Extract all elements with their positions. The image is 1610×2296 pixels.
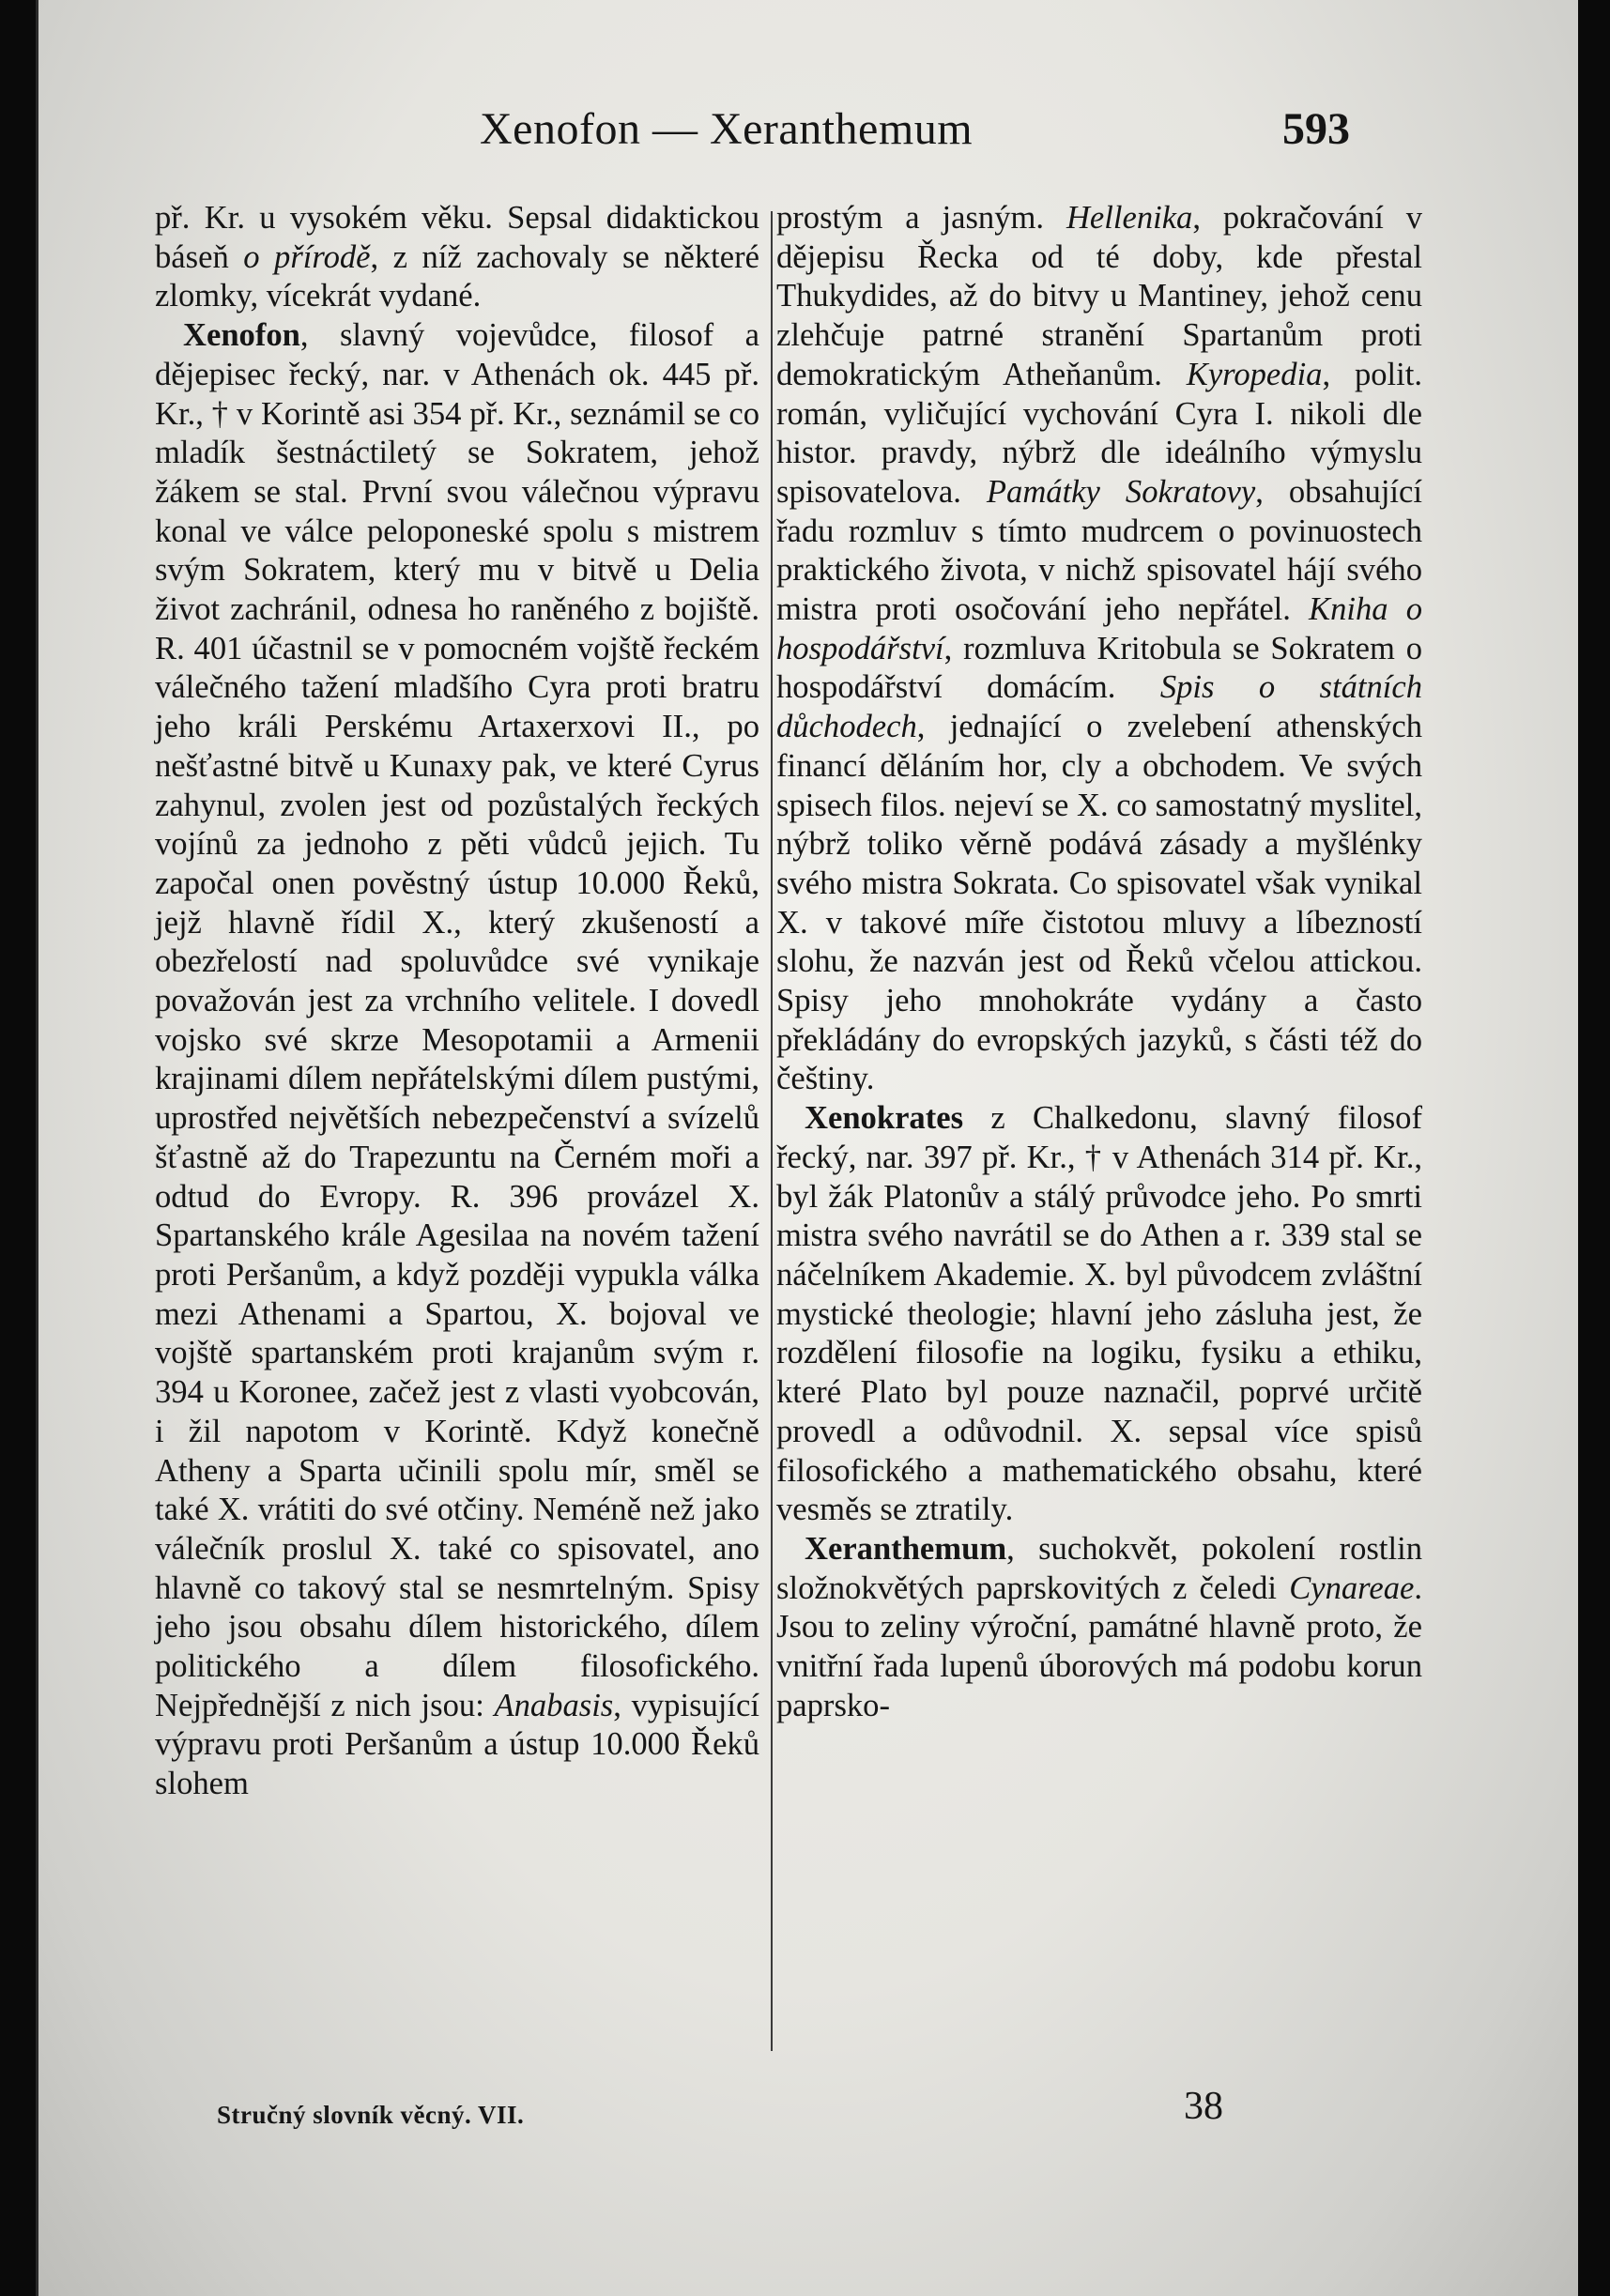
entry-xenokrates: Xenokrates z Chalkedonu, slavný filosof řecký, nar. 397 př. Kr., † v Athenách 314 př. Kr., byl žák Platonův a stálý průvodce jeho. Po smrti mistra svého navrátil se do Athen a r. 339 stal se náčelníkem Akademie. X. byl původcem zvláštní mystické theologie; hlavní jeho zásluha jest, že rozdělení filosofie na logiku, fysiku a ethiku, které Plato byl pouze naznačil, poprvé určitě provedl a odůvodnil. X. sepsal více spisů filosofického a mathematického obsahu, které vesměs se ztratily. — [776, 1100, 1422, 1528]
printer-signature: Stručný slovník věcný. VII. — [217, 2101, 525, 2129]
paragraph-continuation: př. Kr. u vysokém věku. Sepsal didaktickou báseň o přírodě, z níž zachovaly se některé zlomky, vícekrát vydané. — [155, 200, 760, 314]
sheet-number: 38 — [1184, 2085, 1223, 2128]
page-number: 593 — [1282, 104, 1350, 154]
right-column — [776, 199, 1422, 1725]
headword: Xeranthemum — [805, 1530, 1007, 1567]
header-title: Xenofon — Xeranthemum — [480, 104, 974, 154]
paragraph-continuation: prostým a jasným. Hellenika, pokračování v dějepisu Řecka od té doby, kde přestal Thukydides, až do bitvy u Mantiney, jehož cenu zlehčuje patrné stranění Spartanům proti demokratickým Atheňanům. Kyropedia, polit. román, vyličující vychování Cyra I. nikoli dle histor. pravdy, nýbrž dle ideálního výmyslu spisovatelova. Památky Sokratovy, obsahující řadu rozmluv s tímto mudrcem o povinuostech praktického života, v nichž spisovatel hájí svého mistra proti osočování jeho nepřátel. Kniha o hospodářství, rozmluva Kritobula se Sokratem o hospodářství domácím. Spis o státních důchodech, jednající o zvelebení athenských financí děláním hor, cly a obchodem. Ve svých spisech filos. nejeví se X. co samostatný myslitel, nýbrž toliko věrně podává zásady a myšlénky svého mistra Sokrata. Co spisovatel však vynikal X. v takové míře čistotou mluvy a líbezností slohu, že nazván jest od Řeků včelou attickou. Spisy jeho mnohokráte vydány a často překládány do evropských jazyků, s části též do češtiny. — [776, 200, 1422, 1097]
entry-xeranthemum: Xeranthemum, suchokvět, pokolení rostlin složnokvětých paprskovitých z čeledi Cynareae. Jsou to zeliny výroční, památné hlavně proto, že vnitřní řada lupenů úborových má podobu korun paprsko- — [776, 1530, 1422, 1723]
entry-xenofon: Xenofon, slavný vojevůdce, filosof a dějepisec řecký, nar. v Athenách ok. 445 př. Kr., † v Korintě asi 354 př. Kr., seznámil se co mladík šestnáctiletý se Sokratem, jehož žákem se stal. První svou válečnou výpravu konal ve válce peloponeské spolu s mistrem svým Sokratem, který mu v bitvě u Delia život zachránil, odnesa ho raněného z bojiště. R. 401 účastnil se v pomocném vojště řeckém válečného tažení mladšího Cyra proti bratru jeho králi Perskému Artaxerxovi II., po nešťastné bitvě u Kunaxy pak, ve které Cyrus zahynul, zvolen jest od pozůstalých řeckých vojínů za jednoho z pěti vůdců jejich. Tu započal onen pověstný ústup 10.000 Řeků, jejž hlavně řídil X., který zkušeností a obezřelostí nad spoluvůdce své vynikaje považován jest za vrchního velitele. I dovedl vojsko své skrze Mesopotamii a Armenii krajinami dílem nepřátelskými dílem pustými, uprostřed největších nebezpečenství a svízelů šťastně až do Trapezuntu na Černém moři a odtud do Evropy. R. 396 provázel X. Spartanského krále Agesilaa na novém tažení proti Peršanům, a když později vypukla válka mezi Athenami a Spartou, X. bojoval ve vojště spartanském proti krajanům svým r. 394 u Koronee, začež jest z vlasti vyobcován, i žil napotom v Korintě. Když konečně Atheny a Sparta učinili spolu mír, směl se také X. vrátiti do své otčiny. Neméně než jako válečník proslul X. také co spisovatel, ano hlavně co takový stal se nesmrtelným. Spisy jeho jsou obsahu dílem historického, dílem politického a dílem filosofického. Nejpřednější z nich jsou: Anabasis, vypisující výpravu proti Peršanům a ústup 10.000 Řeků slohem — [155, 317, 759, 1802]
column-divider — [771, 211, 773, 2051]
running-header — [38, 103, 1578, 169]
page — [36, 0, 1578, 2296]
headword: Xenokrates — [805, 1100, 964, 1137]
headword: Xenofon — [183, 317, 300, 354]
left-column — [155, 199, 759, 1804]
